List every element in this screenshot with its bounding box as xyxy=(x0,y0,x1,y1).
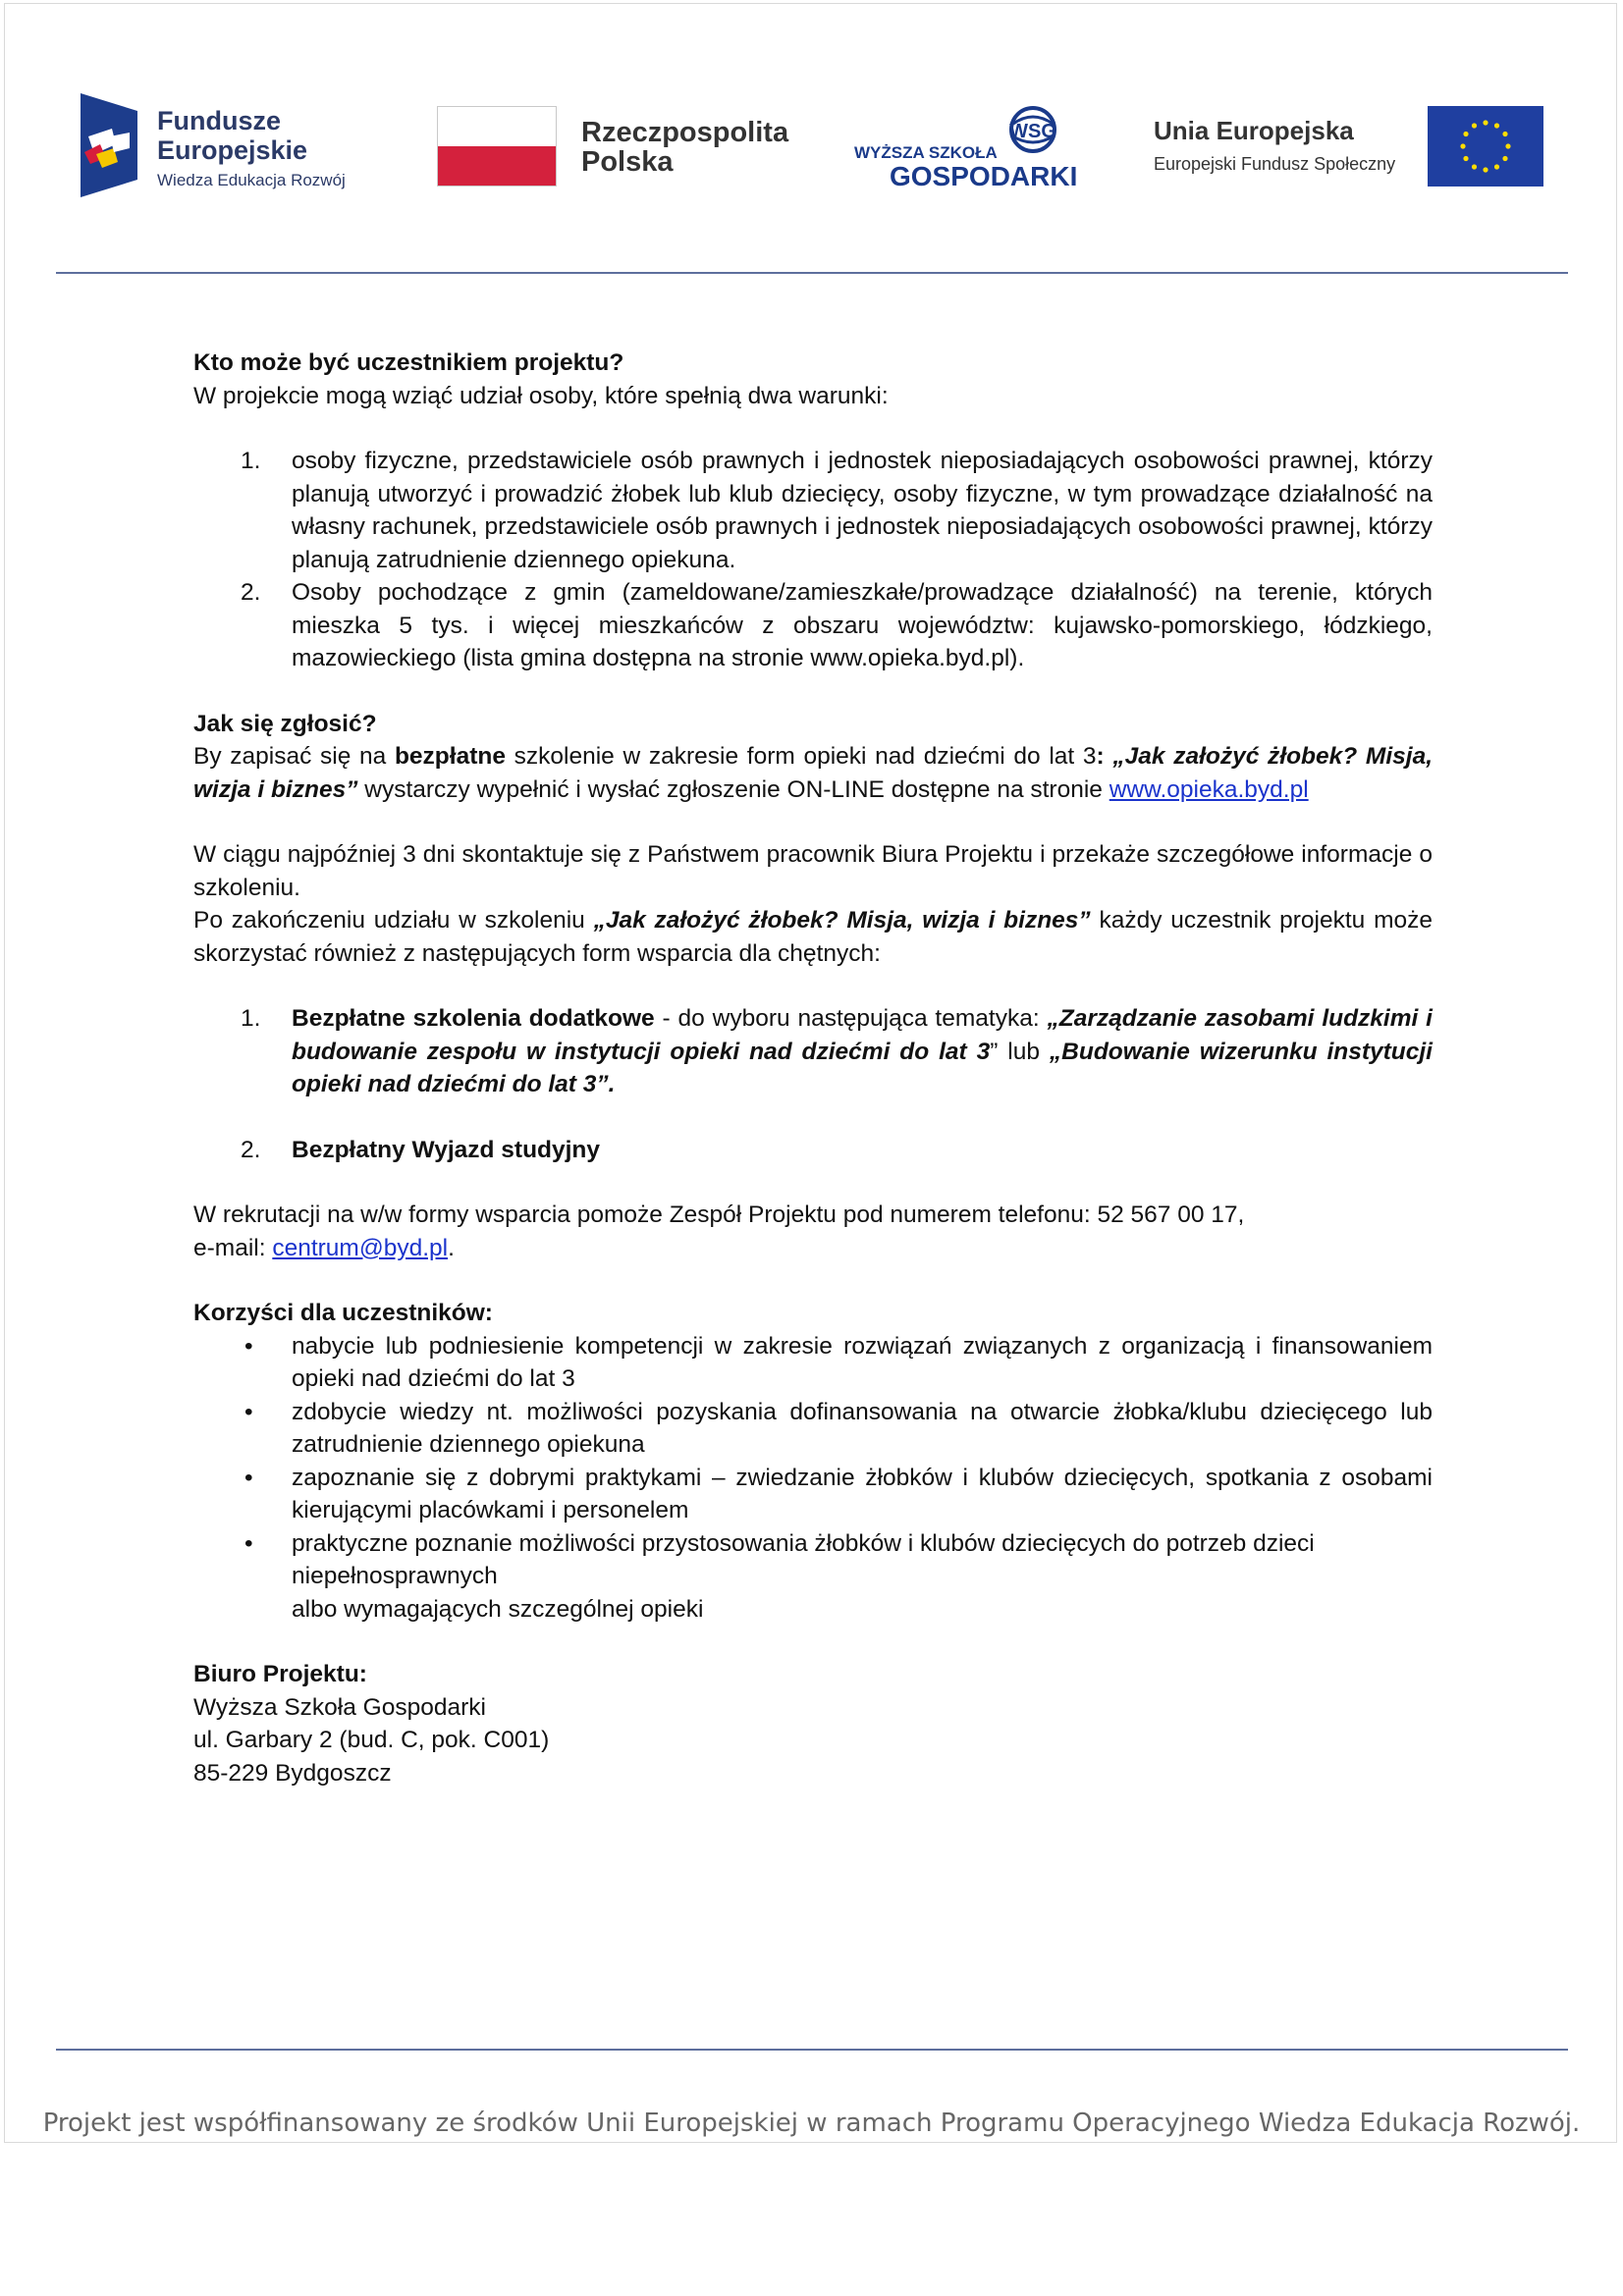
list-item-text: zdobycie wiedzy nt. możliwości pozyskania dofinansowania na otwarcie żłobka/klubu dziecięcego lub zatrudnienie dziennego opiekuna xyxy=(292,1398,1433,1458)
bullet-icon: • xyxy=(244,1332,253,1360)
list-item-text: osoby fizyczne, przedstawiciele osób prawnych i jednostek nieposiadających osobowości prawnej, którzy planują utworzyć i prowadzić żłobek lub klub dziecięcy, osoby fizyczne, w tym prowadzące działalność na własny rachunek, przedstawiciele osób prawnych i jednostek nieposiadających osobowości prawnej, którzy planują zatrudnienie dziennego opiekuna. xyxy=(292,448,1433,573)
benefits-list xyxy=(193,1330,1433,1627)
wsg-big-text: GOSPODARKI xyxy=(890,161,1078,191)
fundusze-europejskie-logo-icon xyxy=(81,93,137,197)
rp-line-1: Rzeczpospolita xyxy=(581,117,789,148)
opieka-link[interactable]: www.opieka.byd.pl xyxy=(1109,775,1309,803)
list-item-text: praktyczne poznanie możliwości przystosowania żłobków i klubów dziecięcych do potrzeb dzieci niepełnosprawnych xyxy=(292,1529,1315,1589)
signup-text-f: wystarczy wypełnić i wysłać zgłoszenie ON-LINE dostępne na stronie xyxy=(357,775,1109,803)
bullet-icon: • xyxy=(244,1464,253,1491)
wsg-mark-text: WSG xyxy=(1009,121,1056,142)
list-item-number: 2. xyxy=(241,579,261,606)
support-item-title: Bezpłatne szkolenia dodatkowe xyxy=(292,1005,655,1032)
training-title-2: „Jak założyć żłobek? Misja, wizja i biznes” xyxy=(593,907,1091,934)
wsg-logo xyxy=(854,106,1080,191)
rp-line-2: Polska xyxy=(581,146,674,178)
signup-free-text: bezpłatne xyxy=(394,743,506,770)
signup-paragraph xyxy=(193,740,1433,806)
support-item-title: Bezpłatny Wyjazd studyjny xyxy=(292,1136,601,1163)
signup-colon: : xyxy=(1096,743,1113,770)
bullet-icon: • xyxy=(244,1398,253,1425)
polish-flag-icon xyxy=(437,106,557,187)
ue-line-2: Europejski Fundusz Społeczny xyxy=(1154,154,1396,174)
footer-text: Projekt jest współfinansowany ze środków Unii Europejskiej w ramach Programu Operacyjnego Wiedza Edukacja Rozwój. xyxy=(42,2109,1581,2138)
list-item xyxy=(193,1002,1433,1101)
list-item-text: Osoby pochodzące z gmin (zameldowane/zamieszkałe/prowadzące działalność) na terenie, których mieszka 5 tys. i więcej mieszkańców z obszaru województw: kujawsko-pomorskiego, łódzkiego, mazowieckiego (lista gmina dostępna na stronie www.opieka.byd.pl). xyxy=(292,579,1433,671)
list-item xyxy=(193,576,1433,675)
after-training-paragraph xyxy=(193,904,1433,970)
wsg-small-text: WYŻSZA SZKOŁA xyxy=(854,143,998,162)
fe-line-2: Europejskie xyxy=(157,135,308,165)
section-eligibility-intro: W projekcie mogą wziąć udział osoby, które spełnią dwa warunki: xyxy=(193,382,889,409)
list-item xyxy=(193,1330,1433,1396)
support-topic-1: „Zarządzanie zasobami ludzkimi i budowanie zespołu w instytucji opieki nad dziećmi do lat 3 xyxy=(292,1005,1433,1065)
email-label: e-mail: xyxy=(193,1234,273,1261)
section-eligibility-heading: Kto może być uczestnikiem projektu? xyxy=(193,349,624,376)
office-line-2: ul. Garbary 2 (bud. C, pok. C001) xyxy=(193,1727,550,1753)
fe-line-1: Fundusze xyxy=(157,106,281,135)
list-item-text-continued: albo wymagających szczególnej opieki xyxy=(292,1595,704,1623)
office-line-1: Wyższa Szkoła Gospodarki xyxy=(193,1693,486,1721)
recruitment-email-line xyxy=(193,1232,1433,1265)
header-divider xyxy=(56,272,1568,274)
signup-text-c: szkolenie w zakresie form opieki nad dziećmi do lat 3 xyxy=(505,743,1097,770)
after-text-a: Po zakończeniu udziału w szkoleniu xyxy=(193,907,594,934)
list-item-text: zapoznanie się z dobrymi praktykami – zwiedzanie żłobków i klubów dziecięcych, spotkania z osobami kierującymi placówkami i personelem xyxy=(292,1464,1433,1523)
ue-line-1: Unia Europejska xyxy=(1154,116,1354,145)
support-item-text: - do wyboru następująca tematyka: xyxy=(654,1005,1048,1032)
after-text-c: każdy uczestnik projektu może skorzystać również z następujących form wsparcia dla chętnych: xyxy=(193,907,1434,967)
list-item xyxy=(193,1527,1433,1627)
list-item xyxy=(193,445,1433,576)
contact-info-paragraph: W ciągu najpóźniej 3 dni skontaktuje się z Państwem pracownik Biura Projektu i przekaże szczegółowe informacje o szkoleniu. xyxy=(193,841,1433,901)
section-signup-heading: Jak się zgłosić? xyxy=(193,710,377,737)
support-or: ” lub xyxy=(990,1038,1050,1065)
eu-flag-icon xyxy=(1428,106,1543,187)
email-period: . xyxy=(448,1234,455,1261)
support-forms-list xyxy=(193,1002,1433,1166)
list-item-text: nabycie lub podniesienie kompetencji w zakresie rozwiązań związanych z organizacją i finansowaniem opieki nad dziećmi do lat 3 xyxy=(292,1332,1433,1392)
unia-europejska-text xyxy=(1154,116,1395,175)
list-item xyxy=(193,1396,1433,1462)
wsg-globe-icon xyxy=(1000,106,1068,163)
section-office-heading: Biuro Projektu: xyxy=(193,1661,367,1687)
section-benefits-heading: Korzyści dla uczestników: xyxy=(193,1300,493,1326)
recruitment-phone: W rekrutacji na w/w formy wsparcia pomoże Zespół Projektu pod numerem telefonu: 52 567 00 17, xyxy=(193,1201,1245,1228)
fundusze-europejskie-text xyxy=(157,106,346,190)
eligibility-list xyxy=(193,445,1433,675)
bullet-icon: • xyxy=(244,1529,253,1557)
signup-text-a: By zapisać się na xyxy=(193,743,395,770)
list-item-number: 1. xyxy=(241,448,261,474)
list-item xyxy=(193,1134,1433,1167)
list-item xyxy=(193,1462,1433,1527)
rzeczpospolita-polska-text xyxy=(581,118,788,177)
office-line-3: 85-229 Bydgoszcz xyxy=(193,1759,392,1787)
list-item-number: 2. xyxy=(241,1136,261,1163)
list-item-number: 1. xyxy=(241,1005,261,1032)
support-topic-2: „Budowanie wizerunku instytucji opieki nad dziećmi do lat 3”. xyxy=(292,1038,1433,1097)
main-content xyxy=(193,347,1433,1789)
footer-divider xyxy=(56,2049,1568,2051)
email-link[interactable]: centrum@byd.pl xyxy=(272,1234,449,1261)
fe-line-3: Wiedza Edukacja Rozwój xyxy=(157,171,346,189)
training-title: „Jak założyć żłobek? Misja, wizja i biznes” xyxy=(193,743,1433,803)
